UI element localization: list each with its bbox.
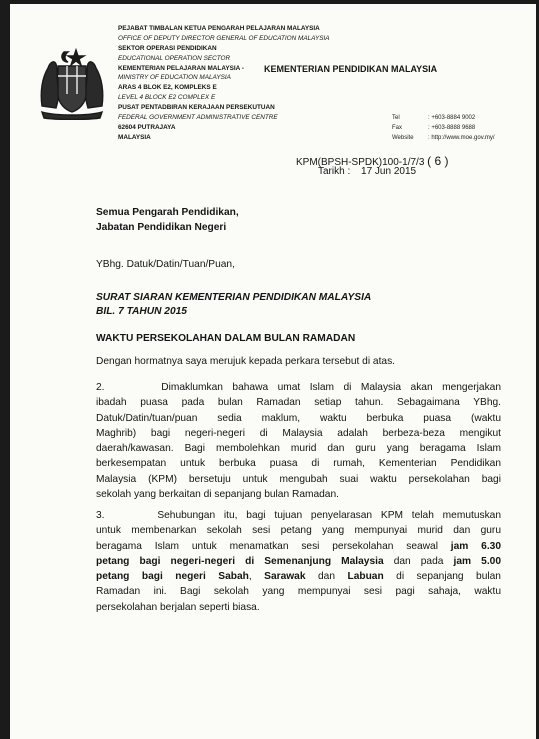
circular-number: BIL. 7 TAHUN 2015	[96, 306, 187, 317]
website-value: : http://www.moe.gov.my/	[428, 134, 495, 141]
reference-serial: ( 6 )	[427, 154, 449, 168]
malaysia-coat-of-arms-icon	[36, 44, 108, 120]
paragraph-3	[96, 508, 501, 615]
salutation: YBhg. Datuk/Datin/Tuan/Puan,	[96, 259, 235, 270]
letterhead-line: SEKTOR OPERASI PENDIDIKAN	[118, 44, 217, 52]
para2-line: Malaysia (KPM) bersetuju untuk mengubah suai waktu persekolahan bagi	[96, 473, 501, 485]
para3-line-3	[96, 539, 501, 554]
recipient-line-1: Semua Pengarah Pendidikan,	[96, 207, 239, 218]
letterhead-line: PUSAT PENTADBIRAN KERAJAAN PERSEKUTUAN	[118, 104, 275, 112]
para3-line-2: untuk membenarkan sekolah sesi petang yang mempunyai murid dan guru	[96, 525, 501, 537]
circular-title: SURAT SIARAN KEMENTERIAN PENDIDIKAN MALAYSIA	[96, 292, 372, 303]
date-label: Tarikh :	[318, 166, 351, 177]
letterhead-line: MINISTRY OF EDUCATION MALAYSIA	[118, 74, 231, 82]
para3-text: dan pada	[383, 555, 454, 567]
letterhead-address	[118, 24, 330, 143]
subject-heading: WAKTU PERSEKOLAHAN DALAM BULAN RAMADAN	[96, 333, 356, 344]
sarawak-text: Sarawak	[264, 571, 306, 583]
letterhead-line: 62604 PUTRAJAYA	[118, 123, 176, 131]
letterhead-line: ARAS 4 BLOK E2, KOMPLEKS E	[118, 84, 217, 92]
letterhead-line: PEJABAT TIMBALAN KETUA PENGARAH PELAJARAN MALAYSIA	[118, 25, 320, 32]
para3-line-6: Ramadan ini. Bagi sekolah yang mempunyai sesi pagi sahaja, waktu	[96, 586, 501, 598]
letterhead-line: MALAYSIA	[118, 133, 151, 141]
para3-line-1: 3. Sehubungan itu, bagi tujuan penyelarasan KPM telah memutuskan	[96, 510, 501, 521]
labuan-text: Labuan	[347, 571, 384, 583]
para2-line: ibadah puasa pada bulan Ramadan setiap tahun. Sebagaimana YBhg.	[96, 397, 501, 409]
para3-line-5	[96, 569, 501, 584]
letterhead-line: FEDERAL GOVERNMENT ADMINISTRATIVE CENTRE	[118, 114, 278, 122]
letter-date	[318, 166, 416, 177]
tel-value: : +603-8884 9002	[428, 115, 476, 121]
para3-line-7: persekolahan berjalan seperti biasa.	[96, 601, 260, 613]
paragraph-2	[96, 380, 501, 502]
para2-line: sekolah yang berkaitan di sepanjang bulan Ramadan.	[96, 489, 339, 501]
para2-line: Datuk/Datin/tuan/puan sedia maklum, waktu berbuka puasa (waktu	[96, 412, 501, 424]
para3-text: ,	[248, 571, 265, 583]
reference-code: KPM(BPSH-SPDK)100-1/7/3	[296, 157, 425, 168]
para2-line: 2. Dimaklumkan bahawa umat Islam di Malaysia akan mengerjakan	[96, 382, 501, 393]
letterhead-line: KEMENTERIAN PELAJARAN MALAYSIA -	[118, 64, 244, 72]
fax-value: : +603-8888 9688	[428, 124, 476, 131]
letterhead-line: OFFICE OF DEPUTY DIRECTOR GENERAL OF EDUCATION MALAYSIA	[118, 34, 330, 42]
para3-text: dan	[305, 571, 348, 583]
ministry-name: KEMENTERIAN PENDIDIKAN MALAYSIA	[264, 64, 438, 74]
para3-line-4	[96, 554, 501, 569]
para3-text: di sepanjang bulan	[383, 571, 501, 583]
tel-label: Tel	[392, 115, 400, 121]
opening-paragraph: Dengan hormatnya saya merujuk kepada perkara tersebut di atas.	[96, 356, 396, 367]
semenanjung-text: petang bagi negeri-negeri di Semenanjung Malaysia	[96, 555, 384, 567]
date-value: 17 Jun 2015	[361, 166, 417, 177]
time-630: jam 6.30	[450, 540, 502, 552]
time-500: jam 5.00	[453, 555, 501, 567]
letterhead-line: EDUCATIONAL OPERATION SECTOR	[118, 54, 231, 62]
letterhead-line: LEVEL 4 BLOCK E2 COMPLEX E	[118, 94, 216, 102]
para2-line: daerah/kawasan. Bagi membolehkan murid dan guru yang beragama Islam	[96, 443, 501, 455]
para2-line: Maghrib) bagi negeri-negeri di Malaysia adalah berbeza-beza mengikut	[96, 427, 501, 439]
sabah-text: petang bagi negeri Sabah	[96, 571, 249, 583]
letterhead-contact	[392, 114, 495, 143]
para3-text: beragama Islam untuk menamatkan sesi persekolahan seawal	[96, 540, 451, 552]
website-label: Website	[392, 134, 414, 141]
para2-line: berkesempatan untuk berbuka puasa di rumah, Kementerian Pendidikan	[96, 458, 501, 470]
fax-label: Fax	[392, 124, 403, 131]
recipient-line-2: Jabatan Pendidikan Negeri	[96, 222, 227, 233]
